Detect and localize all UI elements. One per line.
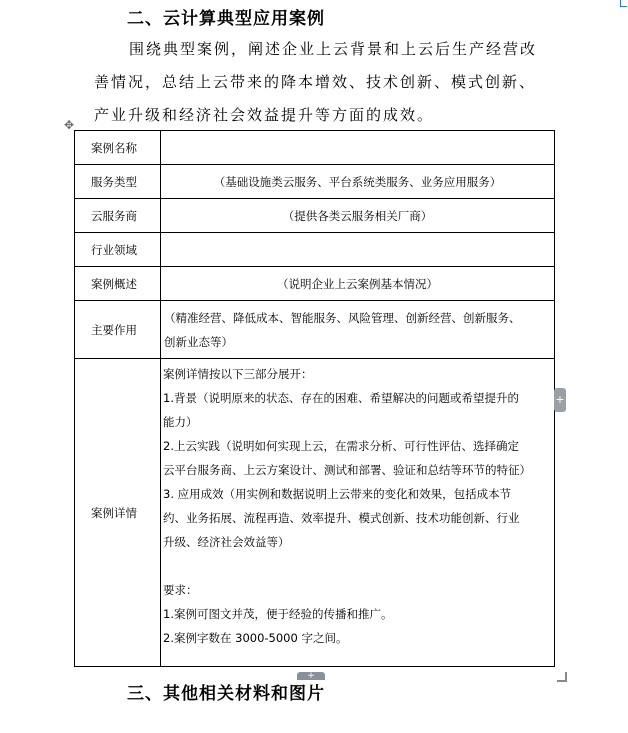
case-table: [74, 130, 555, 667]
table-row: [75, 199, 555, 233]
table-row: [75, 359, 555, 667]
row-label: 行业领域: [75, 233, 161, 267]
row-label: 服务类型: [75, 165, 161, 199]
text-boundary-corner: [620, 0, 627, 7]
add-row-plus-icon[interactable]: +: [297, 672, 325, 680]
detail-line: 约、业务拓展、流程再造、效率提升、模式创新、技术功能创新、行业: [163, 511, 520, 525]
row-label: 主要作用: [75, 301, 161, 359]
row-value[interactable]: （提供各类云服务相关厂商）: [161, 199, 555, 233]
row-value[interactable]: [161, 131, 555, 165]
row-value[interactable]: （说明企业上云案例基本情况）: [161, 267, 555, 301]
intro-line-1: 围绕典型案例，阐述企业上云背景和上云后生产经营改: [129, 40, 538, 58]
detail-cell[interactable]: [161, 359, 555, 667]
table-move-icon[interactable]: ✥: [63, 118, 75, 132]
row-value[interactable]: [161, 301, 555, 359]
detail-line: 云平台服务商、上云方案设计、测试和部署、验证和总结等环节的特征）: [163, 463, 531, 477]
table-row: [75, 165, 555, 199]
detail-line: 3. 应用成效（用实例和数据说明上云带来的变化和效果，包括成本节: [163, 487, 512, 501]
row-value-line: 创新业态等）: [164, 334, 233, 349]
intro-line-3: 产业升级和经济社会效益提升等方面的成效。: [94, 106, 435, 124]
table-row: [75, 301, 555, 359]
detail-line: 2.上云实践（说明如何实现上云，在需求分析、可行性评估、选择确定: [163, 439, 519, 453]
detail-line: 案例详情按以下三部分展开：: [163, 367, 313, 381]
row-value[interactable]: [161, 233, 555, 267]
detail-line: 2.案例字数在 3000-5000 字之间。: [163, 631, 348, 645]
detail-line: 1.案例可图文并茂，便于经验的传播和推广。: [163, 607, 393, 621]
row-label: 案例详情: [75, 359, 161, 667]
row-label: 案例概述: [75, 267, 161, 301]
table-row: [75, 233, 555, 267]
section-3-heading: 三、其他相关材料和图片: [127, 684, 325, 704]
table-row: [75, 267, 555, 301]
add-column-plus-icon[interactable]: +: [554, 388, 566, 412]
detail-line: 能力）: [163, 415, 198, 429]
row-value[interactable]: （基础设施类云服务、平台系统类服务、业务应用服务）: [161, 165, 555, 199]
section-2-heading: 二、云计算典型应用案例: [127, 9, 325, 29]
detail-line: 要求：: [163, 583, 198, 597]
detail-line: 1.背景（说明原来的状态、存在的困难、希望解决的问题或希望提升的: [163, 391, 519, 405]
detail-line: 升级、经济社会效益等）: [163, 535, 290, 549]
row-value-line: （精准经营、降低成本、智能服务、风险管理、创新经营、创新服务、: [164, 310, 521, 325]
table-resize-icon[interactable]: [557, 672, 567, 682]
blank-line: [163, 554, 552, 578]
table-row: [75, 131, 555, 165]
row-label: 案例名称: [75, 131, 161, 165]
row-label: 云服务商: [75, 199, 161, 233]
intro-line-2: 善情况，总结上云带来的降本增效、技术创新、模式创新、: [94, 73, 537, 91]
